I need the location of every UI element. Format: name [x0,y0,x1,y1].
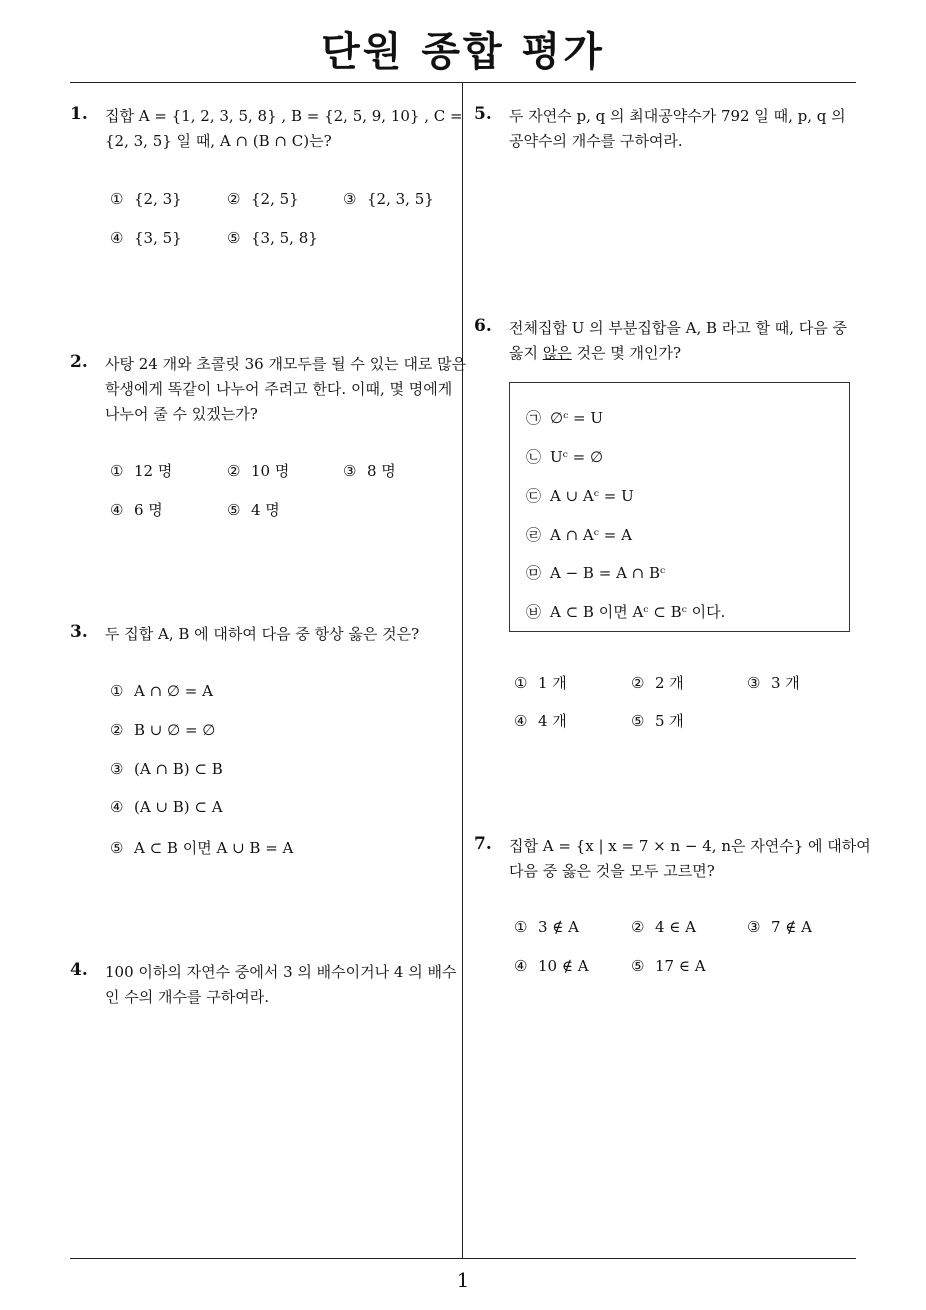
option-5[interactable] [110,837,293,858]
option-5[interactable] [631,957,706,975]
question-number: 7. [474,834,492,854]
question-4 [70,960,455,1020]
option-mark: ④ [514,957,528,975]
statement-box [509,382,850,632]
question-line-part: 것은 몇 개인가? [571,344,682,362]
question-line: 사탕 24 개와 초콜릿 36 개모두를 될 수 있는 대로 많은 [105,355,467,373]
statement-mark: ㉠ [526,409,542,427]
option-mark: ① [110,190,124,208]
question-text [105,622,419,647]
option-text: 10 명 [251,462,290,480]
question-number: 2. [70,352,88,372]
question-line: 인 수의 개수를 구하여라. [105,988,269,1006]
option-2[interactable] [227,460,289,481]
statement-mark: ㉤ [526,564,542,582]
option-text: 4 ∈ A [655,918,697,936]
option-mark: ④ [110,501,124,519]
option-text: 6 명 [134,501,163,519]
option-mark: ⑤ [110,839,124,857]
option-mark: ① [110,682,124,700]
option-3[interactable] [747,672,800,693]
option-mark: ① [514,674,528,692]
option-2[interactable] [110,721,215,739]
question-line: 집합 A = {1, 2, 3, 5, 8} , B = {2, 5, 9, 10} , C = [105,107,463,125]
option-text: 8 명 [367,462,396,480]
question-7 [474,834,871,984]
option-mark: ② [227,462,241,480]
statement-item [526,446,603,467]
statement-text: Uᶜ = ∅ [550,448,604,466]
option-2[interactable] [631,918,696,936]
option-mark: ③ [343,190,357,208]
question-text [509,834,871,884]
option-5[interactable] [227,499,280,520]
option-1[interactable] [110,460,172,481]
option-text: 10 ∉ A [538,957,589,975]
statement-mark: ㉣ [526,526,542,544]
option-5[interactable] [227,229,318,247]
option-3[interactable] [343,190,434,208]
question-line: {2, 3, 5} 일 때, A ∩ (B ∩ C)는? [105,132,332,150]
statement-item [526,562,665,583]
option-mark: ⑤ [631,712,645,730]
statement-mark: ㉢ [526,487,542,505]
option-text: 3 ∉ A [538,918,580,936]
option-4[interactable] [514,710,567,731]
option-mark: ② [631,674,645,692]
option-3[interactable] [747,918,812,936]
option-mark: ⑤ [227,229,241,247]
option-text: (A ∩ B) ⊂ B [134,760,223,778]
option-text: B ∪ ∅ = ∅ [134,721,216,739]
option-text: 2 개 [655,674,684,692]
statement-text: A − B = A ∩ Bᶜ [550,564,666,582]
statement-item [526,524,632,545]
option-4[interactable] [110,798,223,816]
question-number: 4. [70,960,88,980]
option-mark: ② [110,721,124,739]
option-text: 5 개 [655,712,684,730]
question-line: 학생에게 똑같이 나누어 주려고 한다. 이때, 몇 명에게 [105,380,453,398]
question-text [105,960,456,1010]
option-text: 4 개 [538,712,567,730]
option-mark: ② [631,918,645,936]
option-text: 17 ∈ A [655,957,706,975]
option-text: A ⊂ B 이면 A ∪ B = A [134,839,294,857]
option-text: {2, 5} [251,190,299,208]
option-2[interactable] [227,190,299,208]
option-mark: ③ [747,674,761,692]
option-mark: ③ [747,918,761,936]
option-mark: ⑤ [227,501,241,519]
option-text: A ∩ ∅ = A [134,682,213,700]
question-text [105,104,463,154]
option-1[interactable] [514,672,567,693]
option-3[interactable] [343,460,396,481]
statement-text: A ⊂ B 이면 Aᶜ ⊂ Bᶜ 이다. [550,603,726,621]
statement-mark: ㉡ [526,448,542,466]
option-mark: ④ [110,229,124,247]
option-1[interactable] [110,682,213,700]
statement-text: A ∩ Aᶜ = A [550,526,632,544]
option-1[interactable] [110,190,182,208]
option-mark: ④ [110,798,124,816]
question-text [105,352,466,427]
option-mark: ④ [514,712,528,730]
option-text: 1 개 [538,674,567,692]
emphasized-word: 않은 [542,344,572,362]
question-number: 5. [474,104,492,124]
statement-item [526,485,634,506]
option-text: {3, 5, 8} [251,229,318,247]
option-text: {2, 3, 5} [367,190,434,208]
question-line: 100 이하의 자연수 중에서 3 의 배수이거나 4 의 배수 [105,963,457,981]
statement-text: ∅ᶜ = U [550,409,604,427]
option-mark: ② [227,190,241,208]
option-text: {3, 5} [134,229,182,247]
question-line: 나누어 줄 수 있겠는가? [105,405,258,423]
option-4[interactable] [514,957,589,975]
option-mark: ① [514,918,528,936]
option-mark: ⑤ [631,957,645,975]
question-text [509,104,846,154]
question-line: 두 집합 A, B 에 대하여 다음 중 항상 옳은 것은? [105,625,420,643]
question-number: 3. [70,622,88,642]
option-mark: ③ [343,462,357,480]
statement-item [526,407,603,428]
footer-rule [70,1258,856,1259]
option-text: 4 명 [251,501,280,519]
option-mark: ① [110,462,124,480]
question-line: 다음 중 옳은 것을 모두 고르면? [509,862,715,880]
question-number: 1. [70,104,88,124]
option-4[interactable] [110,499,163,520]
option-5[interactable] [631,710,684,731]
statement-item [526,601,725,622]
page-number: 1 [456,1268,470,1292]
option-text: 12 명 [134,462,173,480]
question-6 [474,316,859,736]
statement-mark: ㉥ [526,603,542,621]
question-line: 전체집합 U 의 부분집합을 A, B 라고 할 때, 다음 중 [509,319,848,337]
column-divider [462,83,463,1258]
option-text: 7 ∉ A [771,918,813,936]
question-line-part: 옳지 [509,344,543,362]
header-rule [70,82,856,83]
option-3[interactable] [110,760,223,778]
question-1 [70,104,463,254]
question-3 [70,622,455,862]
question-2 [70,352,467,532]
option-1[interactable] [514,918,579,936]
question-line: 두 자연수 p, q 의 최대공약수가 792 일 때, p, q 의 [509,107,846,125]
option-2[interactable] [631,672,684,693]
option-text: {2, 3} [134,190,182,208]
question-line: 공약수의 개수를 구하여라. [509,132,683,150]
question-5 [474,104,859,164]
option-mark: ③ [110,760,124,778]
option-text: (A ∪ B) ⊂ A [134,798,223,816]
question-line [509,341,847,366]
statement-text: A ∪ Aᶜ = U [550,487,634,505]
option-text: 3 개 [771,674,800,692]
question-line: 집합 A = {x | x = 7 × n − 4, n은 자연수} 에 대하여 [509,837,871,855]
option-4[interactable] [110,229,182,247]
page-title: 단원 종합 평가 [321,29,605,75]
question-text [509,316,847,366]
question-number: 6. [474,316,492,336]
